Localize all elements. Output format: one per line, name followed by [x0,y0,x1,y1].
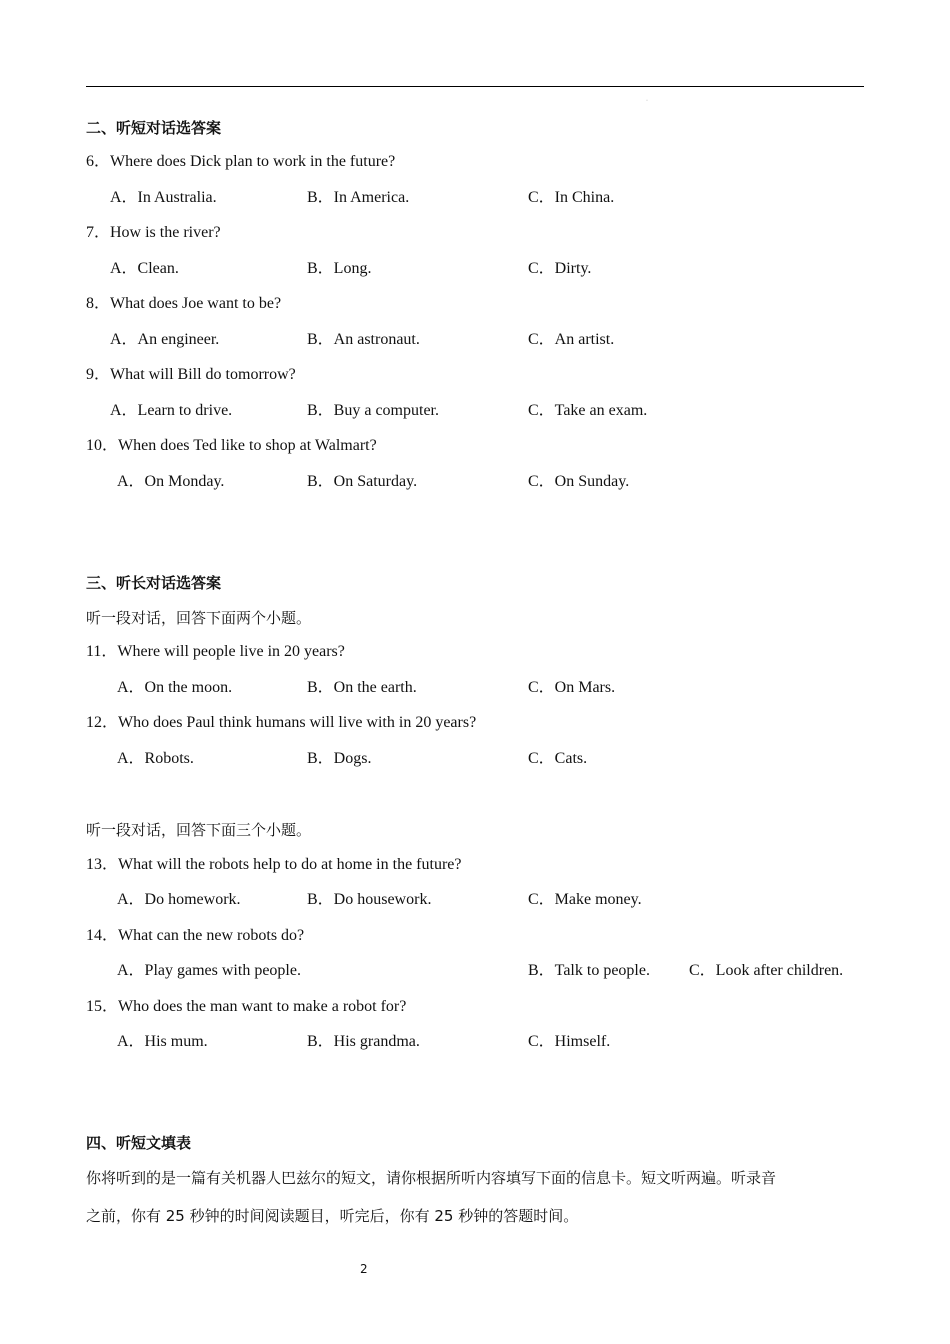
q6-option-c: C．In China. [528,189,615,206]
question-13: 13．What will the robots help to do at home in the future? [86,856,462,873]
section4-instructions-line-1: 你将听到的是一篇有关机器人巴兹尔的短文，请你根据所听内容填写下面的信息卡。短文听两遍。听录音 [86,1169,777,1187]
q12-option-a: A．Robots. [117,750,194,767]
section4-instructions-line-2: 之前，你有 25 秒钟的时间阅读题目，听完后，你有 25 秒钟的答题时间。 [86,1207,579,1225]
question-12: 12．Who does Paul think humans will live with in 20 years? [86,714,477,731]
question-7: 7．How is the river? [86,224,221,241]
q12-option-c: C．Cats. [528,750,588,767]
q8-option-b: B．An astronaut. [307,331,420,348]
question-11: 11．Where will people live in 20 years? [86,643,345,660]
q11-option-b: B．On the earth. [307,679,417,696]
question-6: 6．Where does Dick plan to work in the future? [86,153,396,170]
question-14: 14．What can the new robots do? [86,927,305,944]
question-10: 10．When does Ted like to shop at Walmart? [86,437,377,454]
q13-option-c: C．Make money. [528,891,642,908]
q11-option-c: C．On Mars. [528,679,616,696]
q7-option-b: B．Long. [307,260,372,277]
q8-option-a: A．An engineer. [110,331,220,348]
header-dot: · [646,98,648,104]
q14-option-b: B．Talk to people. [528,962,650,979]
q6-option-b: B．In America. [307,189,410,206]
q8-option-c: C．An artist. [528,331,615,348]
question-8: 8．What does Joe want to be? [86,295,282,312]
q14-option-a: A．Play games with people. [117,962,301,979]
q10-option-b: B．On Saturday. [307,473,418,490]
question-9: 9．What will Bill do tomorrow? [86,366,296,383]
q11-option-a: A．On the moon. [117,679,233,696]
q14-option-c: C．Look after children. [689,962,844,979]
q12-option-b: B．Dogs. [307,750,372,767]
q7-option-a: A．Clean. [110,260,179,277]
q13-option-b: B．Do housework. [307,891,432,908]
q9-option-c: C．Take an exam. [528,402,648,419]
q13-option-a: A．Do homework. [117,891,241,908]
q9-option-a: A．Learn to drive. [110,402,233,419]
section3-intro-2: 听一段对话，回答下面三个小题。 [86,821,312,839]
q9-option-b: B．Buy a computer. [307,402,439,419]
page-number: 2 [360,1262,368,1276]
q15-option-a: A．His mum. [117,1033,208,1050]
section2-heading: 二、听短对话选答案 [86,119,222,137]
section3-intro-1: 听一段对话，回答下面两个小题。 [86,609,312,627]
q10-option-a: A．On Monday. [117,473,225,490]
section4-heading: 四、听短文填表 [86,1134,192,1152]
section3-heading: 三、听长对话选答案 [86,574,222,592]
q15-option-b: B．His grandma. [307,1033,420,1050]
q10-option-c: C．On Sunday. [528,473,630,490]
question-15: 15．Who does the man want to make a robot for? [86,998,407,1015]
q15-option-c: C．Himself. [528,1033,611,1050]
q6-option-a: A．In Australia. [110,189,217,206]
header-rule [86,86,864,87]
q7-option-c: C．Dirty. [528,260,592,277]
